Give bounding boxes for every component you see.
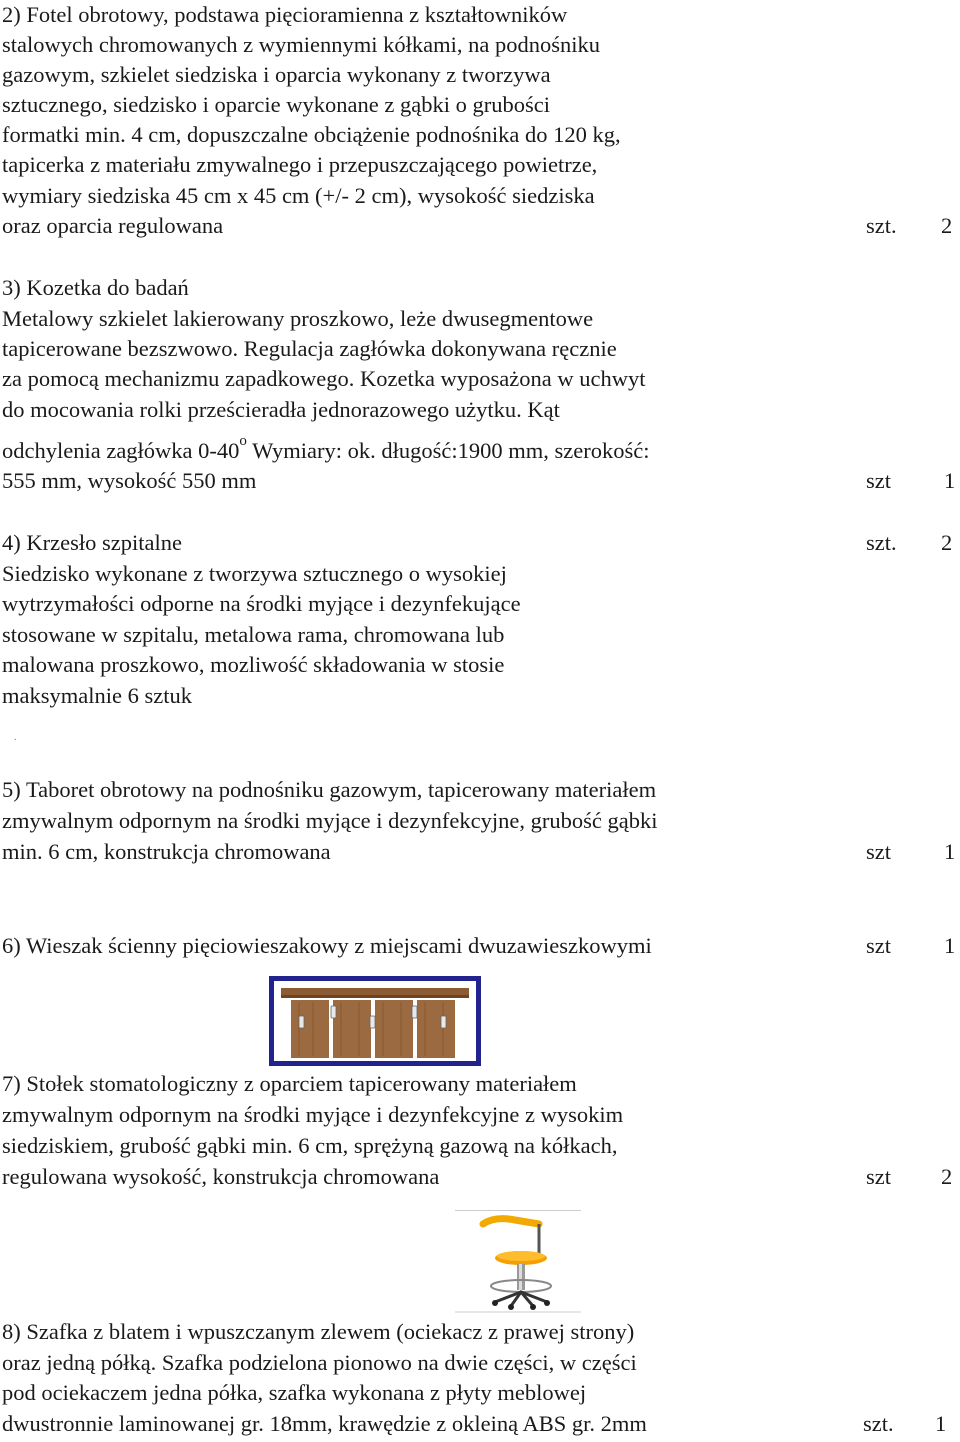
item-2-line-5: formatki min. 4 cm, dopuszczalne obciążenie podnośnika do 120 kg, <box>2 122 621 147</box>
item-3-line-7: 555 mm, wysokość 550 mm <box>2 468 257 493</box>
item-5-line-2: zmywalnym odpornym na środki myjące i dezynfekcyjne, grubość gąbki <box>2 808 658 833</box>
item-3-line-1: 3) Kozetka do badań <box>2 275 189 300</box>
item-8-line-2: oraz jedną półką. Szafka podzielona pionowo na dwie części, w części <box>2 1350 637 1375</box>
item-7-qty: 2 <box>941 1164 953 1189</box>
item-4-line-2: Siedzisko wykonane z tworzywa sztucznego o wysokiej <box>2 561 507 586</box>
item-3-line-4: za pomocą mechanizmu zapadkowego. Kozetka wyposażona w uchwyt <box>2 366 646 391</box>
stray-mark: . <box>14 732 17 743</box>
item-8-line-1: 8) Szafka z blatem i wpuszczanym zlewem (ociekacz z prawej strony) <box>2 1319 635 1344</box>
item-2-line-6: tapicerka z materiału zmywalnego i przepuszczającego powietrze, <box>2 152 598 177</box>
item-6-unit: szt <box>866 933 891 958</box>
item-7-line-4: regulowana wysokość, konstrukcja chromowana <box>2 1164 440 1189</box>
dental-stool-image <box>455 1210 581 1314</box>
item-4-line-3: wytrzymałości odporne na środki myjące i dezynfekujące <box>2 591 521 616</box>
item-3-line-2: Metalowy szkielet lakierowany proszkowo, leże dwusegmentowe <box>2 306 594 331</box>
item-5-line-3: min. 6 cm, konstrukcja chromowana <box>2 839 331 864</box>
item-4-line-6: maksymalnie 6 sztuk <box>2 683 192 708</box>
item-3-line-3: tapicerowane bezszwowo. Regulacja zagłówka dokonywana ręcznie <box>2 336 617 361</box>
item-7-line-1: 7) Stołek stomatologiczny z oparciem tapicerowany materiałem <box>2 1071 577 1096</box>
degree-symbol: o <box>239 433 247 449</box>
item-2-unit: szt. <box>866 213 897 238</box>
item-2-line-3: gazowym, szkielet siedziska i oparcia wykonany z tworzywa <box>2 62 551 87</box>
item-7-line-2: zmywalnym odpornym na środki myjące i dezynfekcyjne z wysokim <box>2 1102 624 1127</box>
item-3-line-6 <box>2 433 650 466</box>
item-3-line-6-start: odchylenia zagłówka 0-40 <box>2 438 240 463</box>
item-7-line-3: siedziskiem, grubość gąbki min. 6 cm, sprężyną gazową na kółkach, <box>2 1133 618 1158</box>
item-2-line-7: wymiary siedziska 45 cm x 45 cm (+/- 2 cm), wysokość siedziska <box>2 183 595 208</box>
item-8-line-3: pod ociekaczem jedna półka, szafka wykonana z płyty meblowej <box>2 1380 587 1405</box>
item-2-qty: 2 <box>941 213 953 238</box>
item-3-qty: 1 <box>944 468 956 493</box>
item-7-unit: szt <box>866 1164 891 1189</box>
item-4-line-1: 4) Krzesło szpitalne <box>2 530 182 555</box>
item-2-line-1: 2) Fotel obrotowy, podstawa pięcioramienna z kształtowników <box>2 2 568 27</box>
item-2-line-4: sztucznego, siedzisko i oparcie wykonane z gąbki o grubości <box>2 92 550 117</box>
coat-rack-image <box>269 976 481 1066</box>
item-5-qty: 1 <box>944 839 956 864</box>
item-4-qty: 2 <box>941 530 953 555</box>
item-3-unit: szt <box>866 468 891 493</box>
item-3-line-5: do mocowania rolki prześcieradła jednorazowego użytku. Kąt <box>2 397 560 422</box>
item-8-line-4: dwustronnie laminowanej gr. 18mm, krawędzie z okleiną ABS gr. 2mm <box>2 1411 647 1436</box>
item-2-line-2: stalowych chromowanych z wymiennymi kółkami, na podnośniku <box>2 32 601 57</box>
item-8-unit: szt. <box>863 1411 894 1436</box>
item-5-line-1: 5) Taboret obrotowy na podnośniku gazowym, tapicerowany materiałem <box>2 777 657 802</box>
item-6-qty: 1 <box>944 933 956 958</box>
item-4-line-4: stosowane w szpitalu, metalowa rama, chromowana lub <box>2 622 505 647</box>
item-6-line-1: 6) Wieszak ścienny pięciowieszakowy z miejscami dwuzawieszkowymi <box>2 933 652 958</box>
item-4-line-5: malowana proszkowo, mozliwość składowania w stosie <box>2 652 505 677</box>
item-4-unit: szt. <box>866 530 897 555</box>
item-8-qty: 1 <box>935 1411 947 1436</box>
item-2-line-8: oraz oparcia regulowana <box>2 213 224 238</box>
item-5-unit: szt <box>866 839 891 864</box>
item-3-line-6-end: Wymiary: ok. długość:1900 mm, szerokość: <box>246 438 650 463</box>
